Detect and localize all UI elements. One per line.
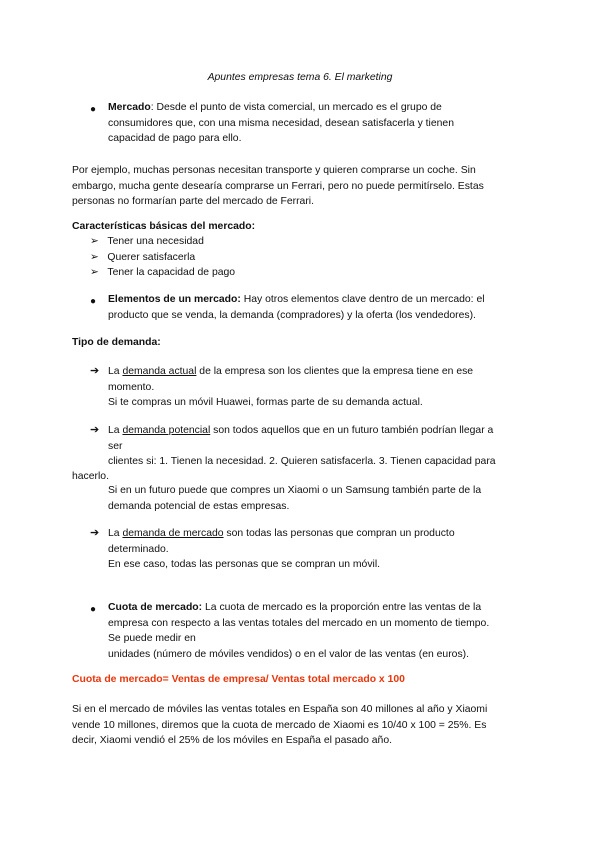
demanda-potencial-wrap: hacerlo. xyxy=(72,471,109,482)
ejemplo-cuota-paragraph: Si en el mercado de móviles las ventas totales en España son 40 millones al año y Xiaomi vende 10 millones, diremos que la cuota de mercado de Xiaomi es 10/40 x 100 = 25%. Es decir, Xiaomi vendió el 25% de los móviles en España el pasado año. xyxy=(72,704,488,746)
demanda-potencial-term: demanda potencial xyxy=(122,425,211,436)
chevron-right-icon: ➢ xyxy=(90,236,99,247)
list-item: ➢ Tener una necesidad xyxy=(90,236,204,247)
cuota-definition: Cuota de mercado: La cuota de mercado es la proporción entre las ventas de la empresa con respecto a las ventas totales del mercado en un momento de tiempo. Se puede medir en unidades (número de móviles vendidos) o en el valor de las ventas (en euros). xyxy=(108,602,490,660)
page-title: Apuntes empresas tema 6. El marketing xyxy=(207,72,393,83)
chevron-right-icon: ➢ xyxy=(90,267,99,278)
elementos-definition: Elementos de un mercado: Hay otros elementos clave dentro de un mercado: el producto que se venda, la demanda (compradores) y la oferta (los vendedores). xyxy=(108,294,485,321)
caracteristicas-heading: Características básicas del mercado: xyxy=(72,221,256,232)
demanda-mercado-term: demanda de mercado xyxy=(122,528,224,539)
arrow-right-icon: ➔ xyxy=(90,365,100,377)
demanda-potencial-item: La demanda potencial son todos aquellos que en un futuro también podrían llegar a ser clientes si: 1. Tienen la necesidad. 2. Quieren satisfacerla. 3. Tienen capacidad para xyxy=(108,425,496,467)
bullet-icon: ● xyxy=(90,104,97,115)
elementos-term: Elementos de un mercado: xyxy=(108,294,241,305)
chevron-right-icon: ➢ xyxy=(90,251,99,263)
demanda-actual-item: La demanda actual de la empresa son los clientes que la empresa tiene en ese momento. Si te compras un móvil Huawei, formas parte de su demanda actual. xyxy=(108,366,474,408)
demanda-actual-term: demanda actual xyxy=(122,366,197,377)
caracteristicas-list xyxy=(90,234,235,281)
ejemplo-paragraph: Por ejemplo, muchas personas necesitan transporte y quieren comprarse un coche. Sin embargo, mucha gente desearía comprarse un Ferrari, pero no puede permitírselo. Estas personas no formarían parte del mercado de Ferrari. xyxy=(72,165,484,207)
formula: Cuota de mercado= Ventas de empresa/ Ventas total mercado x 100 xyxy=(72,674,405,685)
tipo-demanda-heading: Tipo de demanda: xyxy=(72,337,161,348)
demanda-potencial-example: Si en un futuro puede que compres un Xiaomi o un Samsung también parte de la demanda potencial de estas empresas. xyxy=(108,485,482,512)
bullet-icon: ● xyxy=(90,296,97,307)
arrow-right-icon: ➔ xyxy=(90,424,100,436)
arrow-right-icon: ➔ xyxy=(90,527,100,539)
mercado-term: Mercado xyxy=(108,102,151,113)
list-item: ➢ Tener la capacidad de pago xyxy=(90,267,236,278)
bullet-icon: ● xyxy=(90,604,97,615)
demanda-mercado-item: La demanda de mercado son todas las personas que compran un producto determinado. En ese caso, todas las personas que se compran un móvil. xyxy=(108,528,455,570)
mercado-definition: Mercado: Desde el punto de vista comercial, un mercado es el grupo de consumidores que, con una misma necesidad, desean satisfacerla y tienen capacidad de pago para ello. xyxy=(108,102,454,144)
list-item: ➢ Querer satisfacerla xyxy=(90,251,196,263)
cuota-term: Cuota de mercado: xyxy=(108,602,203,613)
